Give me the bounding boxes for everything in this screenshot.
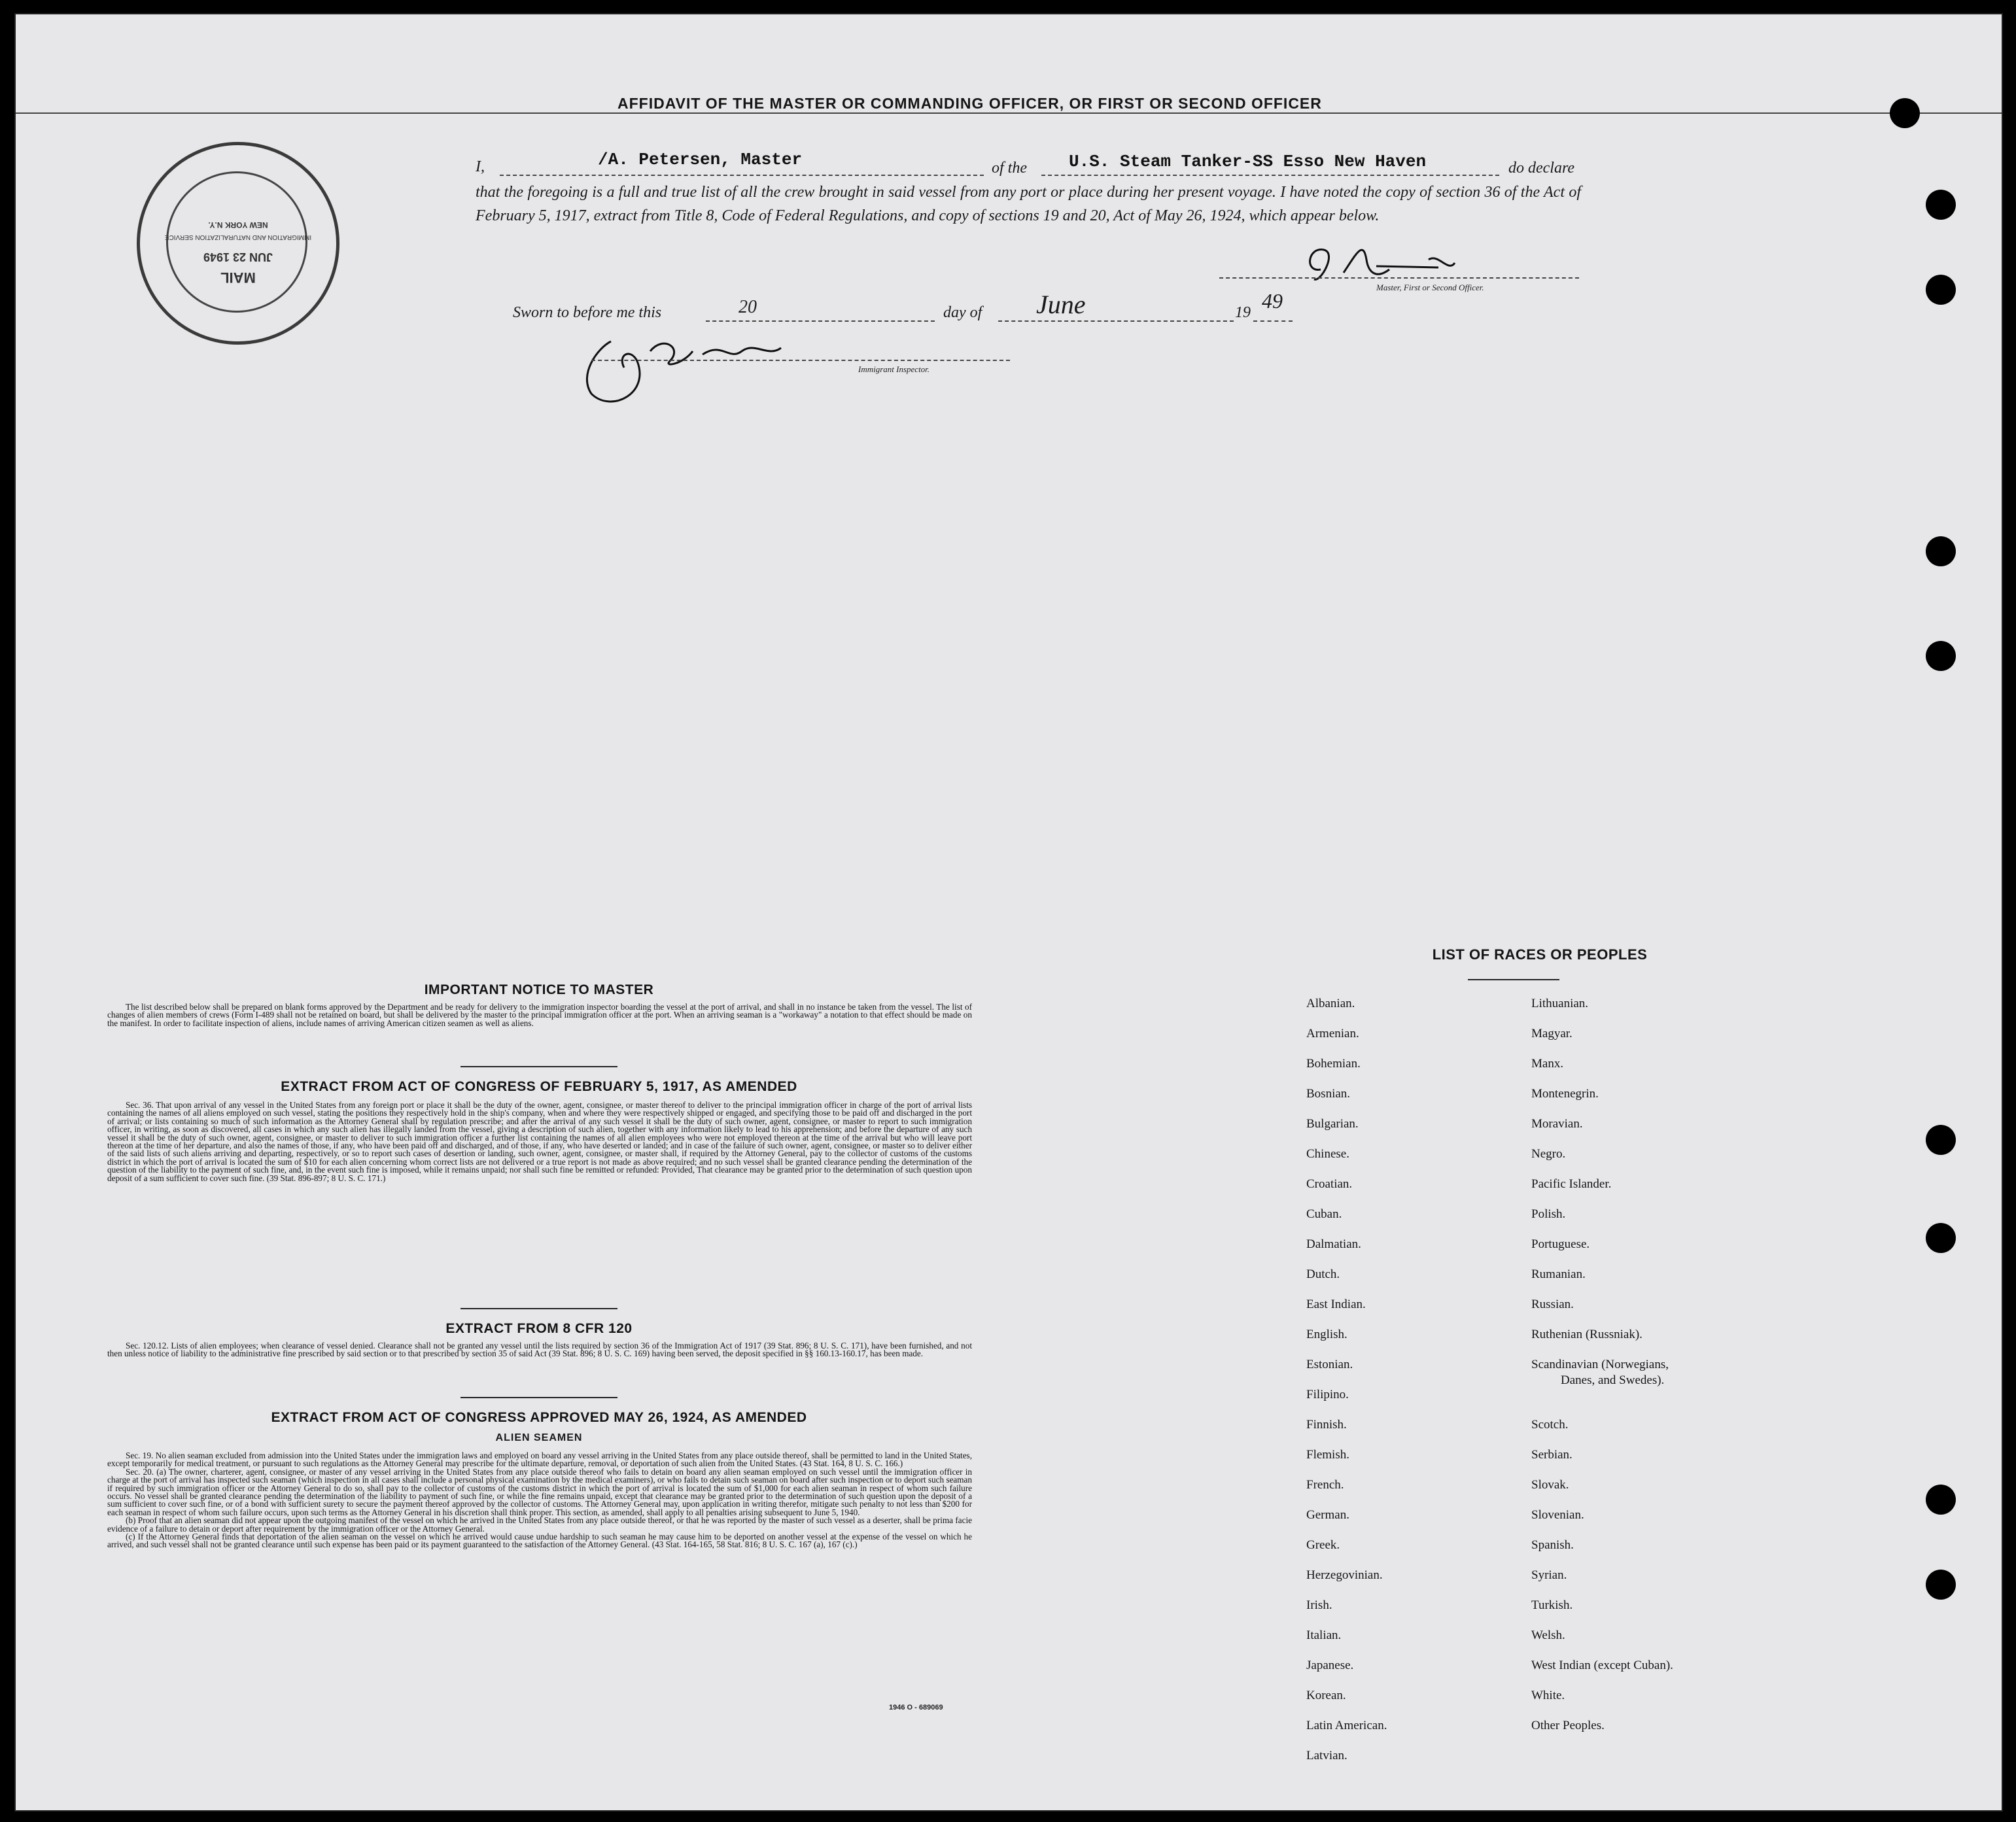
- races-right-column: [1531, 997, 1673, 1749]
- section-20b-paragraph: (b) Proof that an alien seaman did not appear upon the outgoing manifest of the vessel on which he arrived in the United States from any place outside thereof, or that he was reported by the master of such vessel as a deserter, shall be prima facie evidence of a failure to detain or deport after requirement by the immigration officer or the Attorney General.: [107, 1515, 972, 1534]
- race-item: Bohemian.: [1306, 1057, 1361, 1071]
- punch-hole: [1926, 641, 1956, 671]
- section-20a-paragraph: Sec. 20. (a) The owner, charterer, agent, consignee, or master of any vessel arriving in the United States from any place outside thereof who fails to detain on board any alien seaman employed on such vessel until the immigration officer in charge at the port of arrival has inspected such seaman (which inspection in all cases shall include a personal physical examination by the medical examiners), or who fails to detain such seaman on board after such inspection or to deport such seaman if required by such immigration officer or the Attorney General to do so, shall pay to the collector of customs of the customs district in which the port of arrival is located the sum of $1,000 for each alien seaman in respect of whom such failure occurs. No vessel shall be granted clearance pending the determination of the liability to payment of such fine, or while the fine remains unpaid, except that clearance may be granted prior to the determination of such question upon the deposit of a sum sufficient to cover such fine, or of a bond with sufficient surety to secure the payment thereof approved by the collector of customs. The Attorney General may, upon application in writing therefor, mitigate such penalty to not less than $200 for each seaman in respect of whom such failure occurs, upon such terms as the Attorney General in his discretion shall think proper. This section, as amended, shall apply to all penalties arising subsequent to June 5, 1940.: [107, 1466, 972, 1517]
- race-item: Portuguese.: [1531, 1237, 1590, 1251]
- race-item: White.: [1531, 1689, 1565, 1702]
- race-item: Russian.: [1531, 1298, 1574, 1311]
- race-item: Montenegrin.: [1531, 1087, 1599, 1101]
- extract-1917-text: [107, 1101, 972, 1182]
- race-item: English.: [1306, 1328, 1347, 1341]
- race-item: Filipino.: [1306, 1388, 1349, 1401]
- race-item: Moravian.: [1531, 1117, 1583, 1131]
- race-item: Japanese.: [1306, 1659, 1354, 1672]
- race-item: Korean.: [1306, 1689, 1346, 1702]
- extract-1924-title: EXTRACT FROM ACT OF CONGRESS APPROVED MAY 26, 1924, AS AMENDED: [271, 1410, 807, 1425]
- do-declare-label: do declare: [1508, 160, 1575, 177]
- race-item: Syrian.: [1531, 1568, 1567, 1582]
- mail-received-stamp: [137, 142, 339, 345]
- punch-hole: [1926, 1485, 1956, 1515]
- race-item: French.: [1306, 1478, 1344, 1492]
- print-code: 1946 O - 689069: [889, 1704, 943, 1711]
- race-item: Lithuanian.: [1531, 997, 1589, 1010]
- race-item: Irish.: [1306, 1598, 1332, 1612]
- punch-hole: [1926, 190, 1956, 220]
- master-name: /A. Petersen, Master: [598, 150, 803, 169]
- sworn-day: 20: [739, 297, 757, 317]
- header-rule: [16, 112, 2003, 114]
- race-item: Ruthenian (Russniak).: [1531, 1328, 1642, 1341]
- vessel-name: U.S. Steam Tanker-SS Esso New Haven: [1069, 152, 1427, 171]
- extract-1924-text: [107, 1452, 972, 1549]
- officer-signature-line: [1219, 277, 1579, 279]
- punch-hole: [1926, 1223, 1956, 1253]
- vessel-blank: [1041, 175, 1499, 176]
- sworn-month-blank: [998, 320, 1234, 322]
- year-blank: [1253, 320, 1293, 322]
- year-prefix: 19: [1235, 304, 1251, 321]
- inspector-signature-line: [591, 360, 1010, 361]
- i-label: I,: [476, 158, 485, 175]
- race-item: Latvian.: [1306, 1749, 1347, 1762]
- race-item: Slovak.: [1531, 1478, 1569, 1492]
- race-item: Albanian.: [1306, 997, 1355, 1010]
- of-the-label: of the: [992, 160, 1027, 177]
- race-item: Finnish.: [1306, 1418, 1347, 1432]
- notice-text: [107, 1003, 972, 1027]
- race-item: Spanish.: [1531, 1538, 1574, 1552]
- race-item: Dutch.: [1306, 1267, 1340, 1281]
- sworn-month: June: [1036, 290, 1086, 319]
- race-item: Estonian.: [1306, 1358, 1353, 1371]
- inspector-caption: Immigrant Inspector.: [858, 364, 930, 374]
- race-item: Chinese.: [1306, 1147, 1349, 1161]
- cfr-title: EXTRACT FROM 8 CFR 120: [445, 1321, 633, 1336]
- punch-hole: [1926, 275, 1956, 305]
- race-item: Welsh.: [1531, 1628, 1565, 1642]
- section-19-paragraph: Sec. 19. No alien seaman excluded from admission into the United States under the immigration laws and employed on board any vessel arriving in the United States from any place outside thereof, shall be permitted to land in the United States, except temporarily for medical treatment, or pursuant to such regulations as the Attorney General may prescribe for the ultimate departure, removal, or deportation of such alien from the United States. (43 Stat. 164, 8 U. S. C. 166.): [107, 1451, 972, 1469]
- punch-hole: [1926, 1125, 1956, 1155]
- punch-hole: [1926, 1570, 1956, 1600]
- stamp-line-mail: MAIL: [220, 269, 256, 286]
- race-item: Bosnian.: [1306, 1087, 1351, 1101]
- races-left-column: [1306, 997, 1387, 1779]
- race-item: Negro.: [1531, 1147, 1566, 1161]
- cfr-text: [107, 1342, 972, 1358]
- race-item: Scandinavian (Norwegians,: [1531, 1358, 1669, 1371]
- race-item-continued: Danes, and Swedes).: [1561, 1373, 1665, 1387]
- alien-seamen-subtitle: ALIEN SEAMEN: [495, 1432, 583, 1443]
- notice-paragraph: The list described below shall be prepared on blank forms approved by the Department and be ready for delivery to the immigration inspector boarding the vessel at the port of arrival, and shall in no instance be taken from the vessel. The list of changes of alien members of crews (Form I-489 shall not be retained on board, but shall be delivered by the master to the principal immigration officer at the port. When an arriving seaman is a "workaway" a notation to that effect should be made on the manifest. In order to facilitate inspection of aliens, include names of arriving American citizen seamen as well as aliens.: [107, 1002, 972, 1028]
- race-item: Herzegovinian.: [1306, 1568, 1383, 1582]
- declaration-text: that the foregoing is a full and true list of all the crew brought in said vessel from any port or place during her present voyage. I have noted the copy of section 36 of the Act of February 5, 1917, extract from Title 8, Code of Federal Regulations, and copy of sections 19 and 20, Act of May 26, 1924, which appear below.: [476, 184, 1581, 224]
- races-title: LIST OF RACES OR PEOPLES: [1432, 946, 1648, 963]
- punch-hole: [1890, 98, 1920, 128]
- stamp-lettering: [140, 145, 336, 341]
- race-item: Rumanian.: [1531, 1267, 1586, 1281]
- extract-1917-divider: [461, 1308, 617, 1309]
- race-item: Pacific Islander.: [1531, 1177, 1612, 1191]
- race-item: Polish.: [1531, 1207, 1566, 1221]
- race-item: West Indian (except Cuban).: [1531, 1659, 1673, 1672]
- race-item: Flemish.: [1306, 1448, 1349, 1462]
- section-120-12-paragraph: Sec. 120.12. Lists of alien employees; when clearance of vessel denied. Clearance shall not be granted any vessel until the lists required by section 36 of the Immigration Act of 1917 (39 Stat. 896; 8 U. S. C. 171), have been furnished, and not then unless notice of liability to the administrative fine prescribed by said section or to that prescribed by section 35 of said Act (39 Stat. 896; 8 U. S. C. 169) having been served, the deposit specified in §§ 160.13-160.17, has been made.: [107, 1341, 972, 1359]
- race-item: Magyar.: [1531, 1027, 1573, 1040]
- race-item: Serbian.: [1531, 1448, 1573, 1462]
- notice-divider: [461, 1066, 617, 1067]
- stamp-line-date: JUN 23 1949: [203, 250, 273, 264]
- race-item: Scotch.: [1531, 1418, 1569, 1432]
- year-suffix: 49: [1262, 289, 1283, 313]
- race-item: Latin American.: [1306, 1719, 1387, 1732]
- officer-caption: Master, First or Second Officer.: [1376, 283, 1484, 292]
- affidavit-title: AFFIDAVIT OF THE MASTER OR COMMANDING OFFICER, OR FIRST OR SECOND OFFICER: [617, 95, 1322, 112]
- race-item: Croatian.: [1306, 1177, 1353, 1191]
- inspector-signature: [572, 322, 873, 420]
- cfr-divider: [461, 1397, 617, 1398]
- race-item: Italian.: [1306, 1628, 1342, 1642]
- race-item: Armenian.: [1306, 1027, 1359, 1040]
- race-item: Other Peoples.: [1531, 1719, 1605, 1732]
- form-page: [14, 13, 2003, 1812]
- race-item: Slovenian.: [1531, 1508, 1584, 1522]
- races-divider: [1468, 979, 1559, 980]
- race-item: Dalmatian.: [1306, 1237, 1361, 1251]
- name-blank: [500, 175, 984, 176]
- punch-hole: [1926, 536, 1956, 566]
- race-item: German.: [1306, 1508, 1349, 1522]
- sworn-label: Sworn to before me this: [513, 304, 662, 321]
- race-item: Manx.: [1531, 1057, 1564, 1071]
- race-item: Cuban.: [1306, 1207, 1342, 1221]
- extract-1917-title: EXTRACT FROM ACT OF CONGRESS OF FEBRUARY 5, 1917, AS AMENDED: [281, 1079, 797, 1094]
- race-item: Bulgarian.: [1306, 1117, 1359, 1131]
- stamp-line-city: NEW YORK N.Y.: [208, 220, 268, 230]
- section-20c-paragraph: (c) If the Attorney General finds that deportation of the alien seaman on the vessel on which he arrived would cause undue hardship to such seaman he may cause him to be deported on another vessel at the expense of the vessel on which he arrived, and such vessel shall not be granted clearance until such expense has been paid or its payment guaranteed to the satisfaction of the Attorney General. (43 Stat. 164-165, 58 Stat. 816; 8 U. S. C. 167 (a), 167 (c).): [107, 1532, 972, 1550]
- notice-title: IMPORTANT NOTICE TO MASTER: [424, 982, 654, 997]
- stamp-line-service: IMMIGRATION AND NATURALIZATION SERVICE: [164, 233, 312, 241]
- race-item: East Indian.: [1306, 1298, 1366, 1311]
- section-36-paragraph: Sec. 36. That upon arrival of any vessel in the United States from any foreign port or place it shall be the duty of the owner, agent, consignee, or master thereof to deliver to the principal immigration officer in charge of the port of arrival lists containing the names of all aliens employed on such vessel, stating the positions they respectively hold in the ship's company, when and where they were respectively shipped or engaged, and specifying those to be paid off and discharged in the port of arrival; or lists containing so much of such information as the Attorney General shall by regulation prescribe; and after the arrival of any such vessel it shall be the duty of such owner, agent, consignee, or master to report to such immigration officer, in writing, as soon as discovered, all cases in which any such alien has illegally landed from the vessel, giving a description of such alien, together with any information likely to lead to his apprehension; and before the departure of any such vessel it shall be the duty of such owner, agent, consignee, or master to deliver to such immigration officer a further list containing the names of all alien employees who were not employed thereon at the time of the arrival but who will leave port thereon at the time of her departure, and also the names of those, if any, who have been paid off and discharged, and of those, if any, who have deserted or landed; and in case of the failure of such owner, agent, consignee, or master so to deliver either of the said lists of such aliens arriving and departing, respectively, or so to report such cases of desertion or landing, such owner, agent, consignee, or master shall, if required by the Attorney General, pay to the collector of customs of the customs district in which the port of arrival is located the sum of $10 for each alien concerning whom correct lists are not delivered or a true report is not made as above required; and no such vessel shall be granted clearance pending the determination of the question of the liability to the payment of such fine, and, in the event such fine is imposed, while it remains unpaid; nor shall such fine be remitted or refunded: Provided, That clearance may be granted prior to the determination of such question upon deposit of a sum sufficient to cover such fine. (39 Stat. 896-897; 8 U. S. C. 171.): [107, 1100, 972, 1183]
- race-item: Turkish.: [1531, 1598, 1573, 1612]
- day-of-label: day of: [943, 304, 982, 321]
- race-item: Greek.: [1306, 1538, 1340, 1552]
